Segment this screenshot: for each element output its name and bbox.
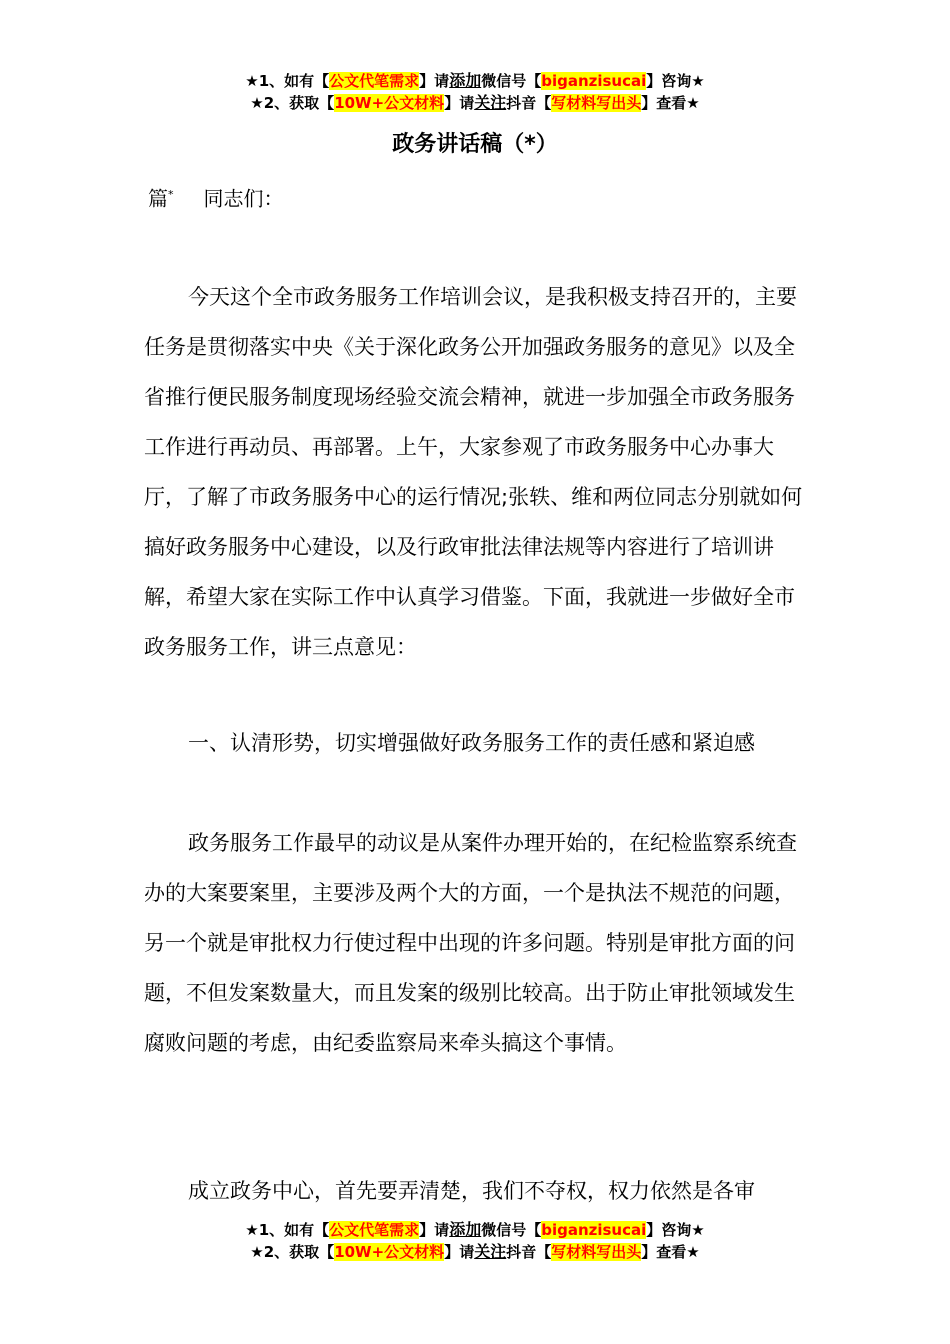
banner1-highlight-2: biganzisucai (541, 72, 647, 90)
banner1-highlight-1: 公文代笔需求 (329, 1221, 420, 1239)
bottom-ad-banner (0, 1219, 950, 1263)
banner1-underline: 添加 (449, 71, 482, 90)
banner1-mid-2: 微信号【 (481, 72, 542, 90)
top-ad-banner (0, 70, 950, 114)
banner-line-2 (0, 1241, 950, 1263)
banner1-underline: 添加 (449, 1220, 482, 1239)
banner2-highlight-1: 10W+公文材料 (334, 1243, 445, 1261)
banner1-mid-2: 微信号【 (481, 1221, 542, 1239)
greeting: 同志们： (203, 186, 284, 211)
banner2-underline: 关注 (474, 93, 507, 112)
opening-line (148, 180, 284, 214)
banner1-mid-1: 】请 (419, 1221, 450, 1239)
banner1-mid-1: 】请 (419, 72, 450, 90)
banner2-highlight-2: 写材料写出头 (551, 94, 642, 112)
banner2-suffix: 】查看★ (641, 1243, 700, 1261)
paragraph-intro: 今天这个全市政务服务工作培训会议，是我积极支持召开的，主要任务是贯彻落实中央《关于深化政务公开加强政务服务的意见》以及全省推行便民服务制度现场经验交流会精神，就进一步加强全市政务服务工作进行再动员、再部署。上午，大家参观了市政务服务中心办事大厅，了解了市政务服务中心的运行情况;张轶、维和两位同志分别就如何搞好政务服务中心建设，以及行政审批法律法规等内容进行了培训讲解，希望大家在实际工作中认真学习借鉴。下面，我就进一步做好全市政务服务工作，讲三点意见： (144, 285, 803, 659)
banner2-prefix: ★2、获取【 (250, 1243, 335, 1261)
section-heading-1: 一、认清形势，切实增强做好政务服务工作的责任感和紧迫感 (188, 731, 755, 755)
banner2-underline: 关注 (474, 1242, 507, 1261)
banner-line-1 (0, 1219, 950, 1241)
banner2-mid-1: 】请 (444, 94, 475, 112)
chapter-label: 篇 (148, 186, 168, 211)
banner2-suffix: 】查看★ (641, 94, 700, 112)
banner1-suffix: 】咨询★ (646, 72, 705, 90)
document-title: 政务讲话稿（*） (392, 132, 558, 157)
banner2-mid-1: 】请 (444, 1243, 475, 1261)
banner1-prefix: ★1、如有【 (245, 1221, 330, 1239)
banner1-prefix: ★1、如有【 (245, 72, 330, 90)
banner2-prefix: ★2、获取【 (250, 94, 335, 112)
banner2-mid-2: 抖音【 (506, 1243, 552, 1261)
banner2-highlight-1: 10W+公文材料 (334, 94, 445, 112)
banner2-highlight-2: 写材料写出头 (551, 1243, 642, 1261)
banner1-suffix: 】咨询★ (646, 1221, 705, 1239)
banner1-highlight-2: biganzisucai (541, 1221, 647, 1239)
chapter-mark: * (168, 188, 174, 201)
banner-line-1 (0, 70, 950, 92)
banner2-mid-2: 抖音【 (506, 94, 552, 112)
banner1-highlight-1: 公文代笔需求 (329, 72, 420, 90)
paragraph-section-1: 政务服务工作最早的动议是从案件办理开始的，在纪检监察系统查办的大案要案里，主要涉及两个大的方面，一个是执法不规范的问题，另一个就是审批权力行使过程中出现的许多问题。特别是审批方面的问题，不但发案数量大，而且发案的级别比较高。出于防止审批领域发生腐败问题的考虑，由纪委监察局来牵头搞这个事情。 (144, 831, 797, 1055)
banner-line-2 (0, 92, 950, 114)
paragraph-section-1b: 成立政务中心，首先要弄清楚，我们不夺权，权力依然是各审 (188, 1179, 755, 1203)
